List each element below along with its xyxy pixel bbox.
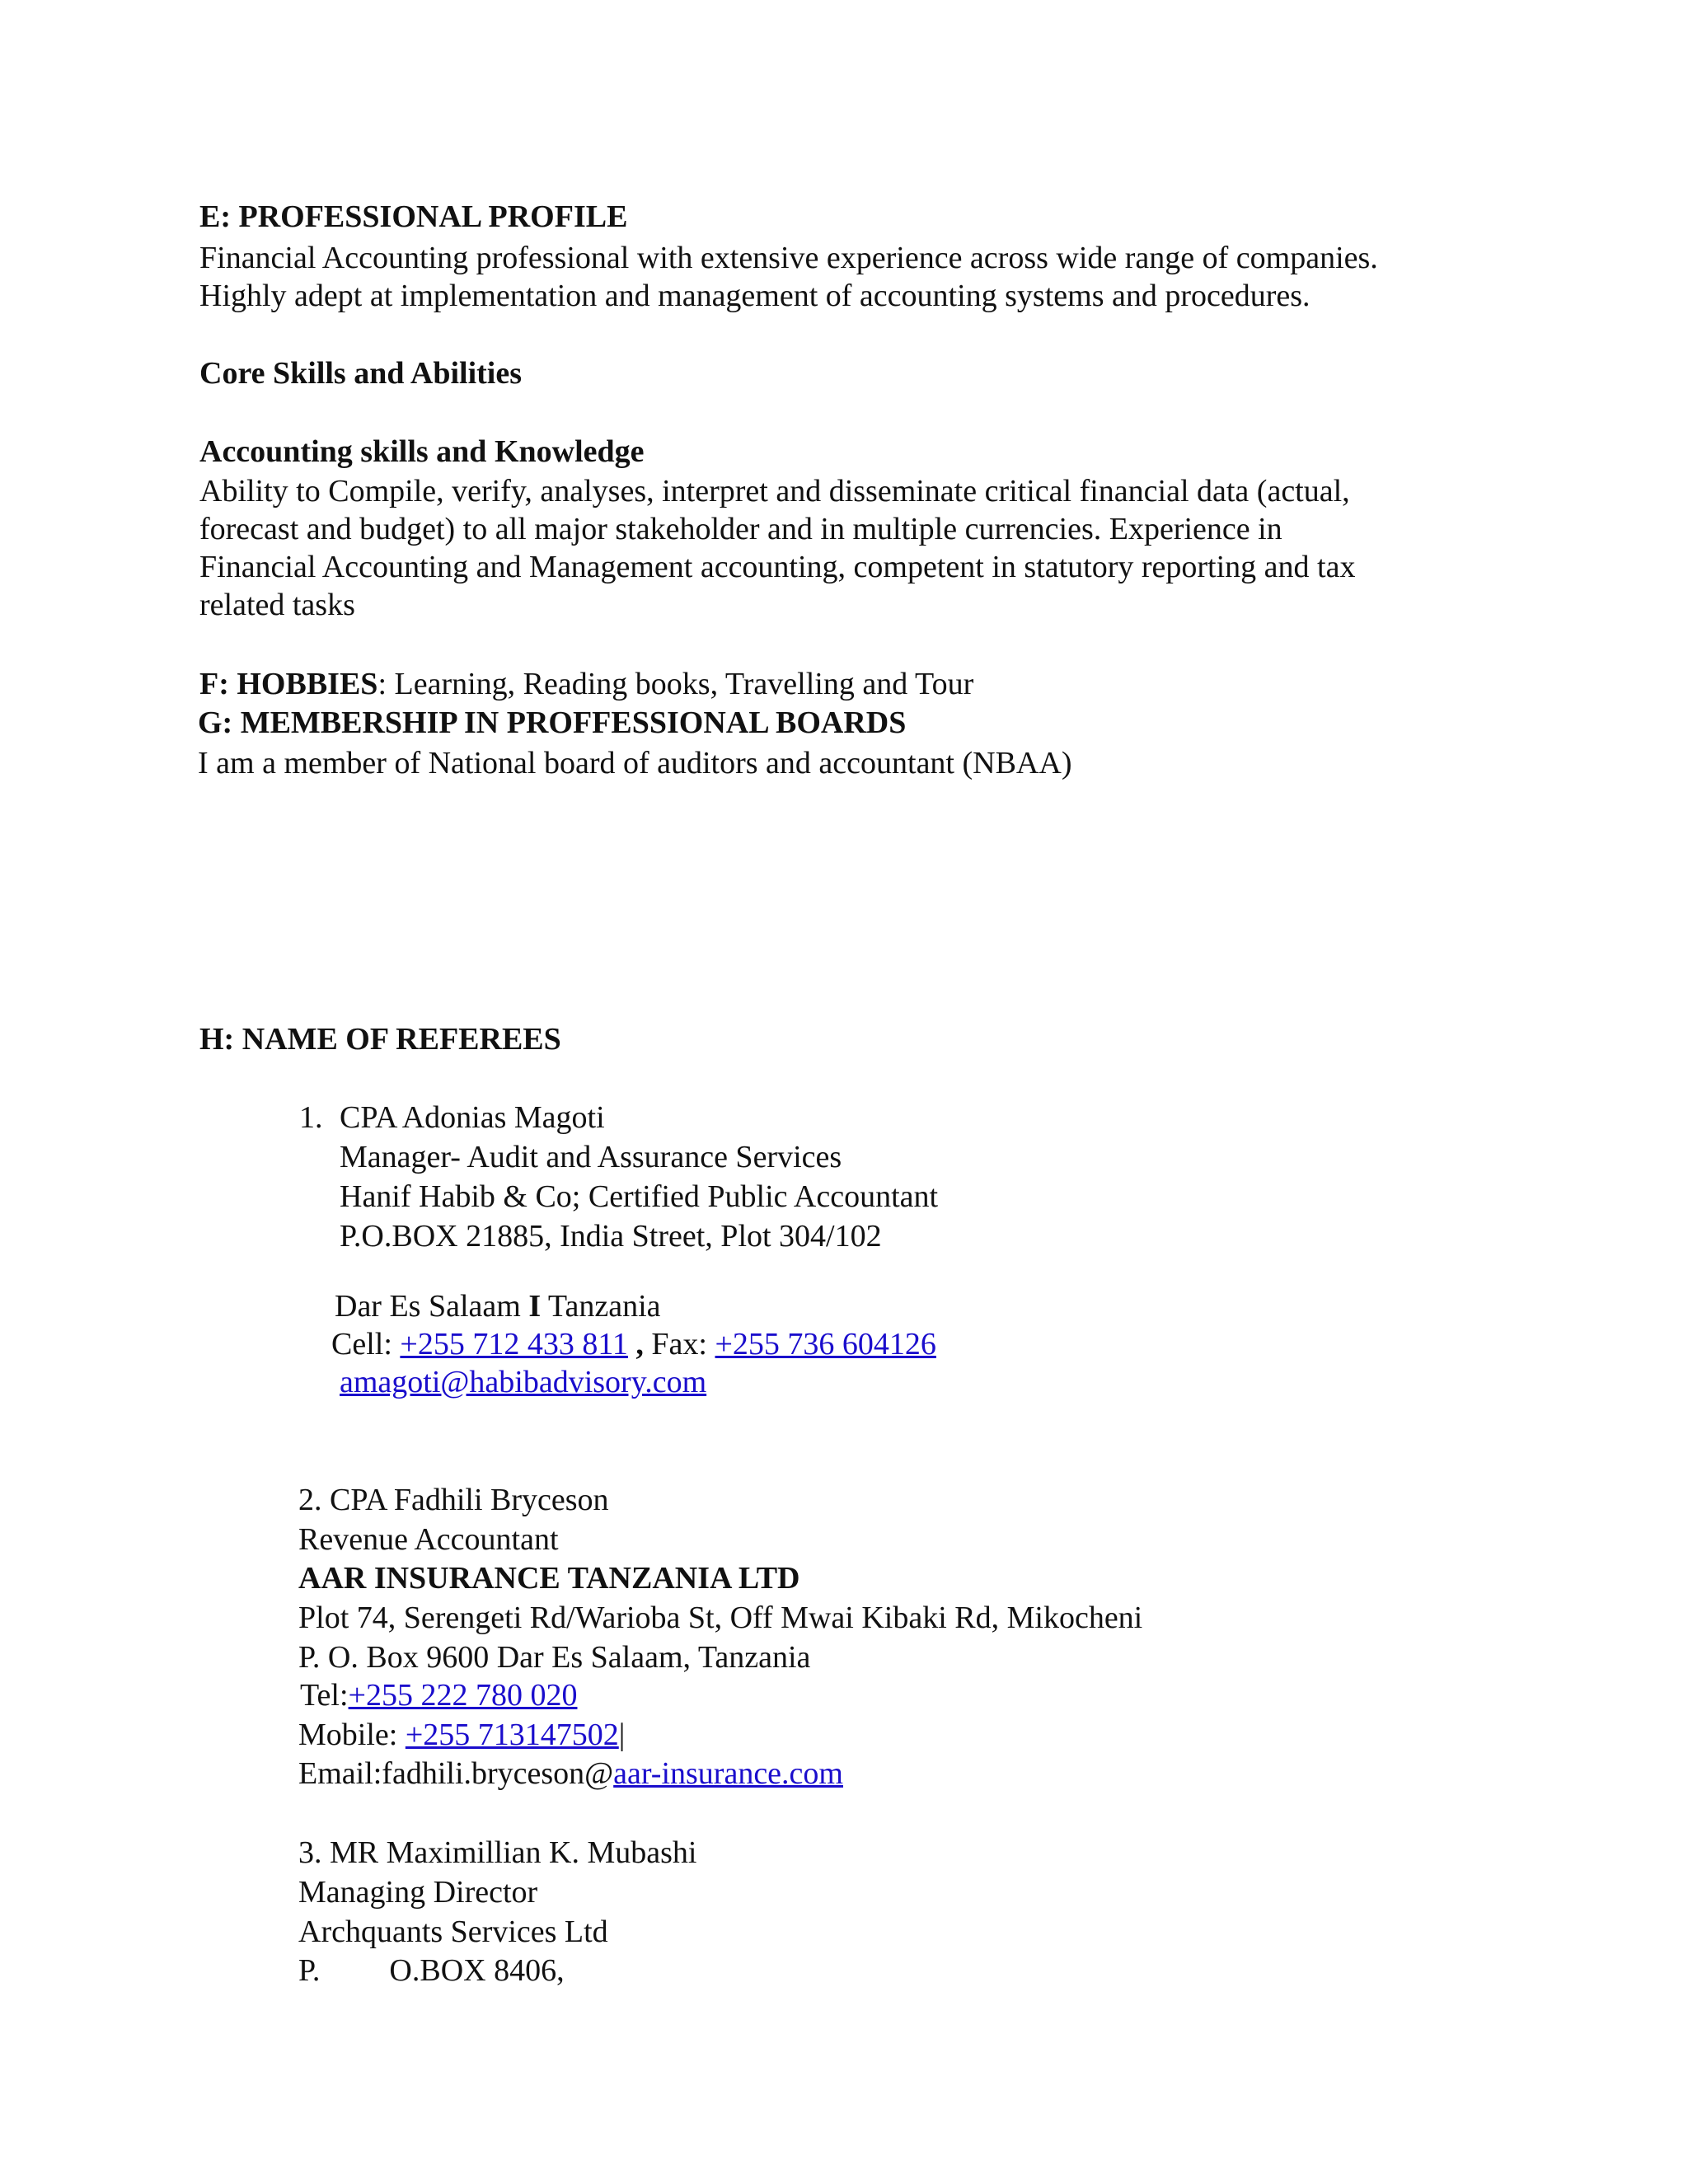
- profile-line-2: Highly adept at implementation and management of accounting systems and procedures.: [199, 279, 1311, 313]
- referee-1-country: Tanzania: [541, 1289, 661, 1324]
- referee-2-pobox: P. O. Box 9600 Dar Es Salaam, Tanzania: [298, 1640, 811, 1675]
- referee-2-tel: [300, 1676, 577, 1714]
- referee-2-email: [298, 1755, 843, 1793]
- referee-1-city-separator: I: [528, 1289, 542, 1324]
- referee-1-company: Hanif Habib & Co; Certified Public Accountant: [340, 1179, 939, 1214]
- referee-2-name: 2. CPA Fadhili Bryceson: [298, 1483, 609, 1517]
- referee-3-pobox-number: O.BOX 8406,: [389, 1953, 565, 1988]
- referee-3-title: Managing Director: [298, 1875, 538, 1910]
- referee-2-email-domain-link[interactable]: aar-insurance.com: [613, 1756, 843, 1791]
- profile-line-1: Financial Accounting professional with extensive experience across wide range of companies.: [199, 241, 1378, 275]
- referee-1-phones: [331, 1325, 936, 1363]
- referee-3-company: Archquants Services Ltd: [298, 1915, 608, 1949]
- referee-2-address: Plot 74, Serengeti Rd/Warioba St, Off Mwai Kibaki Rd, Mikocheni: [298, 1601, 1143, 1635]
- accounting-line-4: related tasks: [199, 588, 355, 622]
- referee-2-title: Revenue Accountant: [298, 1522, 559, 1557]
- referee-1-cell-label: Cell:: [331, 1327, 401, 1361]
- referee-2-company: AAR INSURANCE TANZANIA LTD: [298, 1561, 800, 1596]
- membership-heading: G: MEMBERSHIP IN PROFFESSIONAL BOARDS: [198, 705, 907, 740]
- hobbies-text: : Learning, Reading books, Travelling and Tour: [377, 667, 974, 701]
- referee-1-city: [335, 1287, 661, 1325]
- referee-2-tel-label: Tel:: [300, 1678, 349, 1713]
- referee-1-name: CPA Adonias Magoti: [340, 1100, 605, 1135]
- referee-1-cell-link[interactable]: +255 712 433 811: [400, 1327, 628, 1361]
- referee-3-pobox-prefix: P.: [298, 1953, 321, 1988]
- referee-1-address: P.O.BOX 21885, India Street, Plot 304/102: [340, 1219, 882, 1254]
- hobbies-line: [199, 665, 973, 703]
- referee-1-title: Manager- Audit and Assurance Services: [340, 1140, 842, 1174]
- accounting-line-2: forecast and budget) to all major stakeholder and in multiple currencies. Experience in: [199, 512, 1282, 546]
- referees-heading: H: NAME OF REFEREES: [199, 1022, 561, 1057]
- referee-2-mobile: [298, 1716, 625, 1754]
- referee-1-number: 1.: [299, 1100, 323, 1135]
- accounting-line-1: Ability to Compile, verify, analyses, interpret and disseminate critical financial data (actual,: [199, 474, 1350, 509]
- core-skills-heading: Core Skills and Abilities: [199, 356, 523, 391]
- professional-profile-heading: E: PROFESSIONAL PROFILE: [199, 199, 628, 234]
- referee-3-pobox: [298, 1952, 565, 1990]
- referee-1-fax-link[interactable]: +255 736 604126: [715, 1327, 936, 1361]
- accounting-line-3: Financial Accounting and Management accounting, competent in statutory reporting and tax: [199, 550, 1356, 584]
- referee-1-separator: ,: [627, 1327, 652, 1361]
- referee-2-mobile-label: Mobile:: [298, 1718, 406, 1752]
- referee-3-name: 3. MR Maximillian K. Mubashi: [298, 1835, 697, 1870]
- referee-2-mobile-end: |: [618, 1718, 626, 1752]
- referee-1-city-name: Dar Es Salaam: [335, 1289, 529, 1324]
- referee-1-email-line: [340, 1363, 706, 1401]
- membership-text: I am a member of National board of auditors and accountant (NBAA): [198, 746, 1072, 780]
- referee-2-tel-link[interactable]: +255 222 780 020: [348, 1678, 578, 1713]
- referee-1-fax-label: Fax:: [651, 1327, 715, 1361]
- hobbies-label: F: HOBBIES: [199, 667, 378, 701]
- referee-1-email-link[interactable]: amagoti@habibadvisory.com: [340, 1365, 707, 1399]
- referee-2-email-label: Email:fadhili.bryceson@: [298, 1756, 614, 1791]
- referee-2-mobile-link[interactable]: +255 713147502: [405, 1718, 619, 1752]
- accounting-skills-heading: Accounting skills and Knowledge: [199, 434, 645, 469]
